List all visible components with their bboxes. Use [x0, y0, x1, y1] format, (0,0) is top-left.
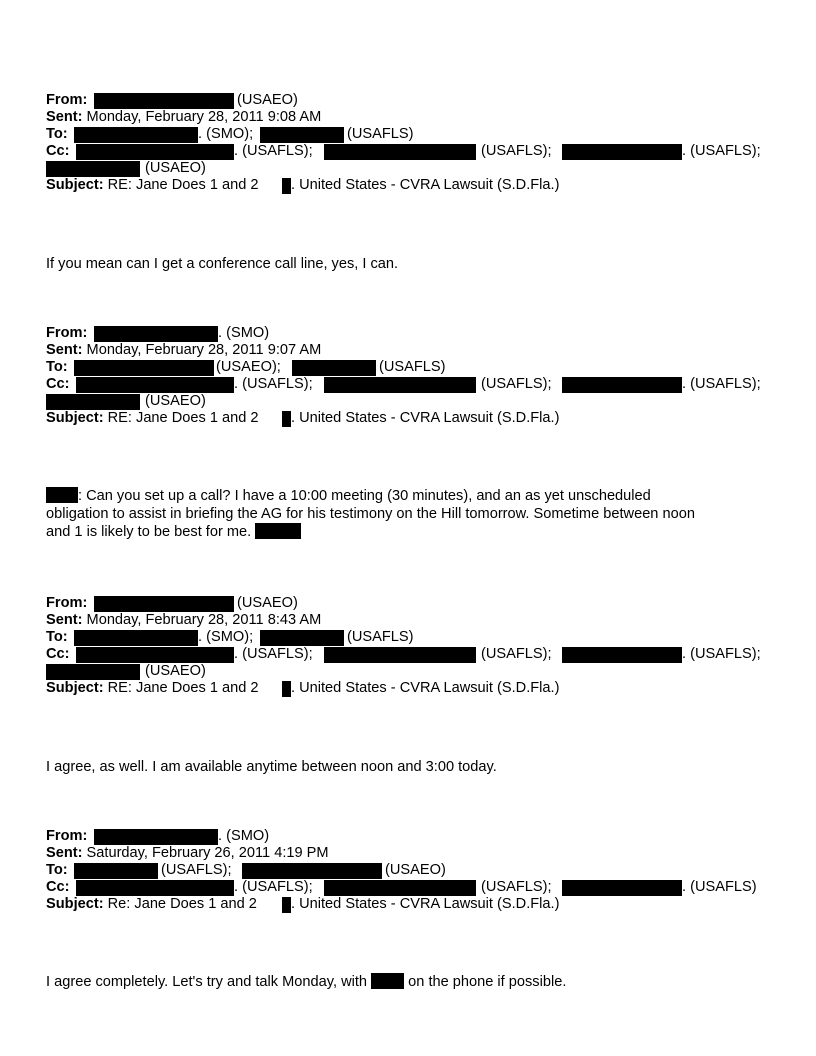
- subject-value: RE: Jane Does 1 and 2: [107, 410, 259, 426]
- to-value: . (SMO);: [198, 629, 254, 645]
- cc-value: . (USAFLS);: [234, 879, 313, 895]
- sent-line: [46, 342, 786, 359]
- body-text: on the phone if possible.: [408, 974, 567, 990]
- redaction-block: [94, 326, 218, 342]
- redaction-block: [74, 630, 198, 646]
- redaction-block: [324, 880, 476, 896]
- subject-line: [46, 177, 786, 194]
- to-value: (USAFLS): [347, 126, 414, 142]
- subject-label: Subject:: [46, 680, 104, 696]
- to-line: [46, 126, 786, 143]
- to-value: (USAFLS);: [161, 862, 232, 878]
- redaction-block: [324, 647, 476, 663]
- subject-value: Re: Jane Does 1 and 2: [107, 896, 257, 912]
- to-value: (USAEO): [385, 862, 446, 878]
- cc-value: . (USAFLS): [682, 879, 757, 895]
- from-value: (USAEO): [237, 92, 298, 108]
- body-text: I agree completely. Let's try and talk Monday, with: [46, 974, 368, 990]
- cc-value: (USAFLS);: [481, 143, 552, 159]
- email-body-1: If you mean can I get a conference call line, yes, I can.: [46, 256, 399, 272]
- from-line: [46, 325, 786, 342]
- sent-value: Saturday, February 26, 2011 4:19 PM: [86, 845, 329, 861]
- from-label: From:: [46, 828, 88, 844]
- from-label: From:: [46, 92, 88, 108]
- subject-label: Subject:: [46, 177, 104, 193]
- cc-value: (USAFLS);: [481, 376, 552, 392]
- cc-line: [46, 879, 786, 896]
- cc-value: . (USAFLS);: [234, 646, 313, 662]
- sent-label: Sent:: [46, 612, 83, 628]
- redaction-block: [76, 647, 234, 663]
- redaction-block: [74, 127, 198, 143]
- to-line: [46, 629, 786, 646]
- cc-line: [46, 646, 786, 663]
- redaction-block: [76, 144, 234, 160]
- from-line: [46, 828, 786, 845]
- sent-line: [46, 109, 786, 126]
- to-value: . (SMO);: [198, 126, 254, 142]
- subject-value: . United States - CVRA Lawsuit (S.D.Fla.): [291, 896, 560, 912]
- redaction-block: [74, 360, 214, 376]
- redaction-block: [255, 523, 301, 539]
- sent-value: Monday, February 28, 2011 9:08 AM: [86, 109, 322, 125]
- cc-value: . (USAFLS);: [682, 646, 761, 662]
- body-line: obligation to assist in briefing the AG for his testimony on the Hill tomorrow. Sometime between noon: [46, 506, 695, 522]
- subject-value: RE: Jane Does 1 and 2: [107, 680, 259, 696]
- from-value: (USAEO): [237, 595, 298, 611]
- redaction-block: [282, 178, 291, 194]
- to-label: To:: [46, 629, 68, 645]
- cc-value: (USAFLS);: [481, 879, 552, 895]
- body-line: [46, 523, 776, 541]
- subject-label: Subject:: [46, 896, 104, 912]
- email-body-3: I agree, as well. I am available anytime between noon and 3:00 today.: [46, 759, 497, 775]
- sent-value: Monday, February 28, 2011 9:07 AM: [86, 342, 322, 358]
- sent-label: Sent:: [46, 845, 83, 861]
- from-line: [46, 595, 786, 612]
- sent-label: Sent:: [46, 342, 83, 358]
- cc-value: . (USAFLS);: [682, 376, 761, 392]
- cc-value: (USAEO): [145, 393, 206, 409]
- redaction-block: [46, 394, 140, 410]
- sent-label: Sent:: [46, 109, 83, 125]
- redaction-block: [562, 880, 682, 896]
- cc-line-continued: [46, 663, 786, 680]
- subject-value: . United States - CVRA Lawsuit (S.D.Fla.): [291, 680, 560, 696]
- cc-line: [46, 143, 786, 160]
- email-body-2: [46, 487, 776, 541]
- redaction-block: [46, 161, 140, 177]
- to-label: To:: [46, 126, 68, 142]
- redaction-block: [562, 144, 682, 160]
- from-line: [46, 92, 786, 109]
- cc-line: [46, 376, 786, 393]
- redaction-block: [46, 487, 78, 503]
- cc-value: (USAEO): [145, 663, 206, 679]
- body-text: and 1 is likely to be best for me.: [46, 524, 252, 540]
- email-body-4: [46, 973, 776, 991]
- redaction-block: [94, 93, 234, 109]
- to-value: (USAEO);: [216, 359, 281, 375]
- cc-label: Cc:: [46, 376, 70, 392]
- redaction-block: [324, 144, 476, 160]
- subject-line: [46, 410, 786, 427]
- subject-line: [46, 896, 786, 913]
- from-value: . (SMO): [218, 325, 270, 341]
- redaction-block: [76, 377, 234, 393]
- cc-value: . (USAFLS);: [234, 376, 313, 392]
- redaction-block: [282, 411, 291, 427]
- from-value: . (SMO): [218, 828, 270, 844]
- redaction-block: [282, 897, 291, 913]
- redaction-block: [371, 973, 404, 989]
- to-line: [46, 359, 786, 376]
- redaction-block: [562, 377, 682, 393]
- body-text: : Can you set up a call? I have a 10:00 meeting (30 minutes), and an as yet unscheduled: [78, 488, 651, 504]
- cc-label: Cc:: [46, 143, 70, 159]
- from-label: From:: [46, 325, 88, 341]
- email-header-3: [46, 595, 786, 697]
- body-line: [46, 487, 776, 505]
- redaction-block: [76, 880, 234, 896]
- cc-value: . (USAFLS);: [682, 143, 761, 159]
- email-header-2: [46, 325, 786, 427]
- subject-line: [46, 680, 786, 697]
- redaction-block: [74, 863, 158, 879]
- redaction-block: [282, 681, 291, 697]
- redaction-block: [46, 664, 140, 680]
- redaction-block: [94, 596, 234, 612]
- redaction-block: [260, 127, 344, 143]
- subject-label: Subject:: [46, 410, 104, 426]
- sent-line: [46, 612, 786, 629]
- email-header-1: [46, 92, 786, 194]
- cc-value: (USAEO): [145, 160, 206, 176]
- sent-value: Monday, February 28, 2011 8:43 AM: [86, 612, 322, 628]
- to-value: (USAFLS): [347, 629, 414, 645]
- cc-line-continued: [46, 393, 786, 410]
- to-label: To:: [46, 862, 68, 878]
- subject-value: . United States - CVRA Lawsuit (S.D.Fla.): [291, 177, 560, 193]
- email-header-4: [46, 828, 786, 913]
- redaction-block: [292, 360, 376, 376]
- to-label: To:: [46, 359, 68, 375]
- sent-line: [46, 845, 786, 862]
- cc-line-continued: [46, 160, 786, 177]
- redaction-block: [94, 829, 218, 845]
- cc-label: Cc:: [46, 879, 70, 895]
- to-value: (USAFLS): [379, 359, 446, 375]
- cc-value: . (USAFLS);: [234, 143, 313, 159]
- redaction-block: [324, 377, 476, 393]
- to-line: [46, 862, 786, 879]
- redaction-block: [260, 630, 344, 646]
- cc-value: (USAFLS);: [481, 646, 552, 662]
- subject-value: . United States - CVRA Lawsuit (S.D.Fla.): [291, 410, 560, 426]
- from-label: From:: [46, 595, 88, 611]
- redaction-block: [562, 647, 682, 663]
- subject-value: RE: Jane Does 1 and 2: [107, 177, 259, 193]
- cc-label: Cc:: [46, 646, 70, 662]
- redaction-block: [242, 863, 382, 879]
